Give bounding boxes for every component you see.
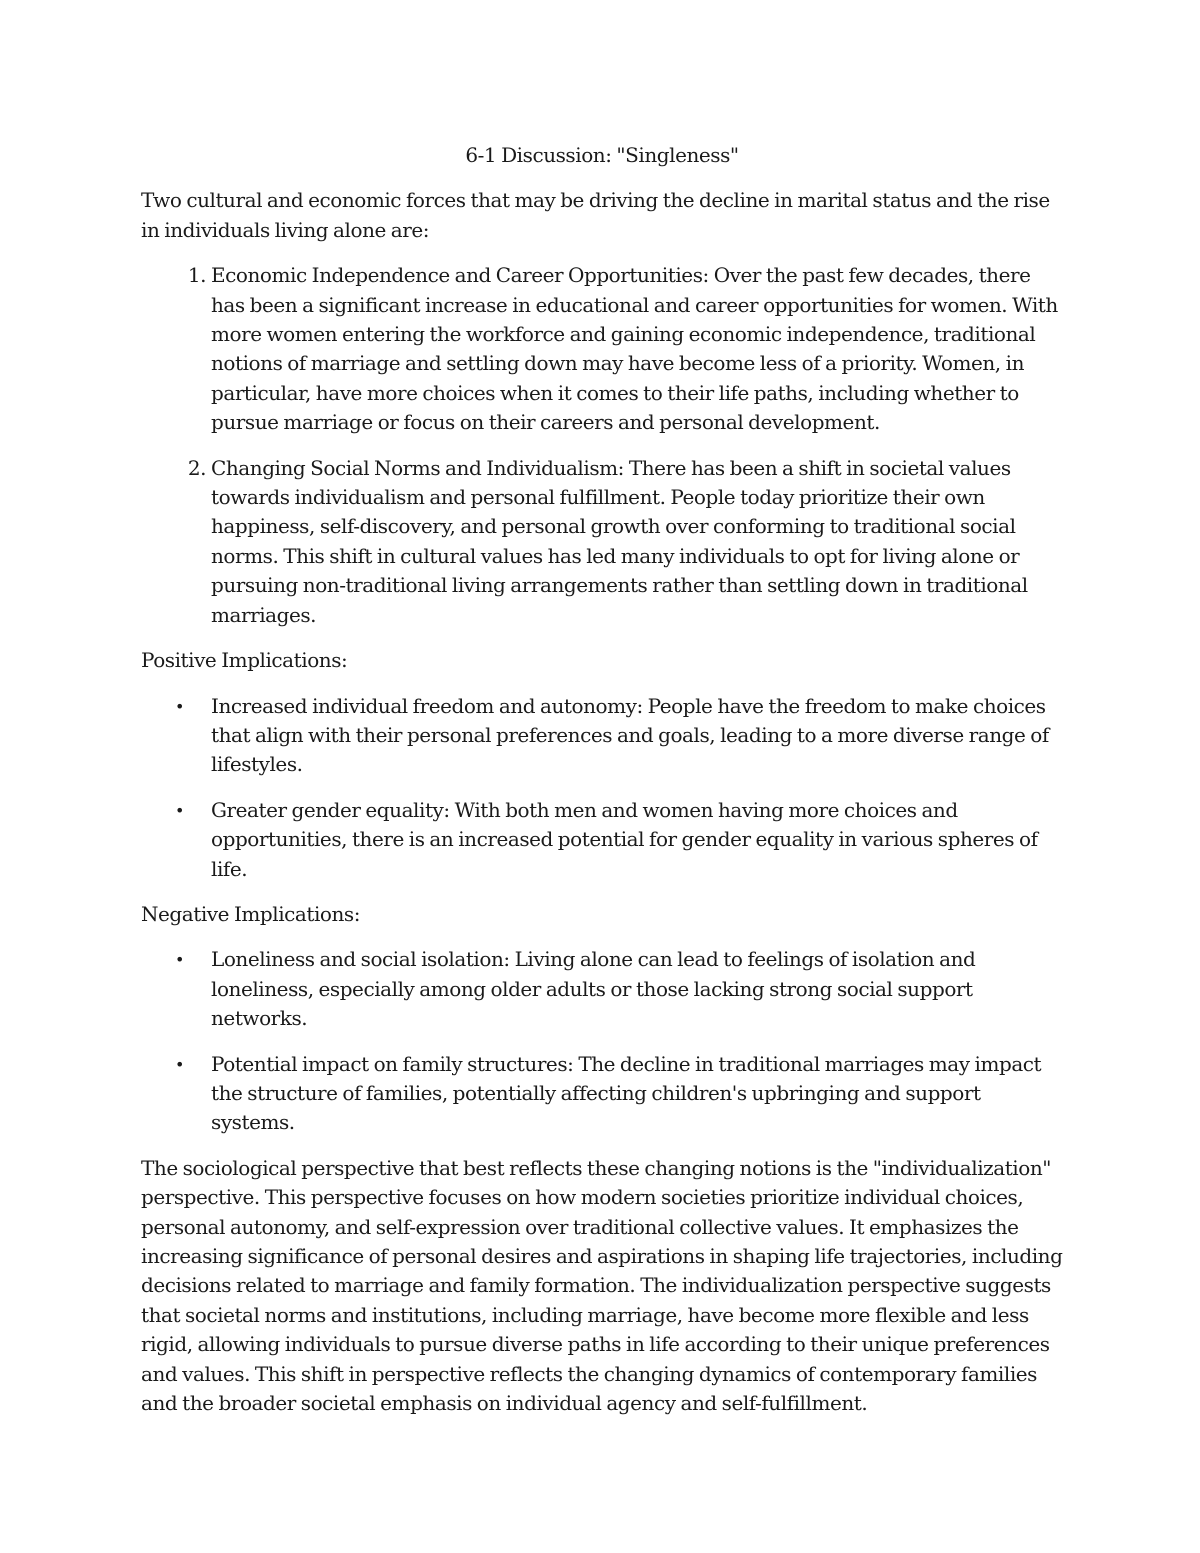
positive-list — [141, 692, 1063, 884]
negative-heading: Negative Implications: — [141, 901, 361, 926]
list-item: 2. Changing Social Norms and Individualism: There has been a shift in societal values towards individualism and personal fulfillment. People today prioritize their own happiness, self-discovery, and personal growth over conforming to traditional social norms. This shift in cultural values has led many individuals to opt for living alone or pursuing non-traditional living arrangements rather than settling down in traditional marriages. — [211, 454, 1063, 630]
bullet-icon: • — [175, 800, 184, 820]
list-item-text: Loneliness and social isolation: Living alone can lead to feelings of isolation and loneliness, especially among older adults or those lacking strong social support networks. — [211, 947, 976, 1031]
list-item-text: Greater gender equality: With both men and women having more choices and opportunities, there is an increased potential for gender equality in various spheres of life. — [211, 797, 1038, 881]
bullet-icon: • — [175, 1054, 184, 1074]
list-item — [175, 796, 1063, 884]
forces-list — [141, 261, 1063, 630]
intro-paragraph: Two cultural and economic forces that may be driving the decline in marital status and the rise in individuals living alone are: — [141, 188, 1050, 242]
list-item — [175, 1050, 1063, 1138]
list-item: 1. Economic Independence and Career Opportunities: Over the past few decades, there has been a significant increase in educational and career opportunities for women. With more women entering the workforce and gaining economic independence, traditional notions of marriage and settling down may have become less of a priority. Women, in particular, have more choices when it comes to their life paths, including whether to pursue marriage or focus on their careers and personal development. — [211, 261, 1063, 437]
positive-heading: Positive Implications: — [141, 648, 348, 673]
bullet-icon: • — [175, 696, 184, 716]
negative-list — [141, 945, 1063, 1137]
list-item-text: Increased individual freedom and autonomy: People have the freedom to make choices that align with their personal preferences and goals, leading to a more diverse range of lifestyles. — [211, 693, 1049, 777]
document-page — [141, 141, 1063, 1434]
document-title: 6-1 Discussion: "Singleness" — [465, 143, 739, 167]
list-item — [175, 945, 1063, 1033]
bullet-icon: • — [175, 950, 184, 970]
conclusion-paragraph: The sociological perspective that best reflects these changing notions is the "individualization" perspective. This perspective focuses on how modern societies prioritize individual choices, personal autonomy, and self-expression over traditional collective values. It emphasizes the increasing significance of personal desires and aspirations in shaping life trajectories, including decisions related to marriage and family formation. The individualization perspective suggests that societal norms and institutions, including marriage, have become more flexible and less rigid, allowing individuals to pursue diverse paths in life according to their unique preferences and values. This shift in perspective reflects the changing dynamics of contemporary families and the broader societal emphasis on individual agency and self-fulfillment. — [141, 1155, 1063, 1416]
list-item-text: Potential impact on family structures: The decline in traditional marriages may impact the structure of families, potentially affecting children's upbringing and support systems. — [211, 1051, 1042, 1135]
list-item — [175, 692, 1063, 780]
